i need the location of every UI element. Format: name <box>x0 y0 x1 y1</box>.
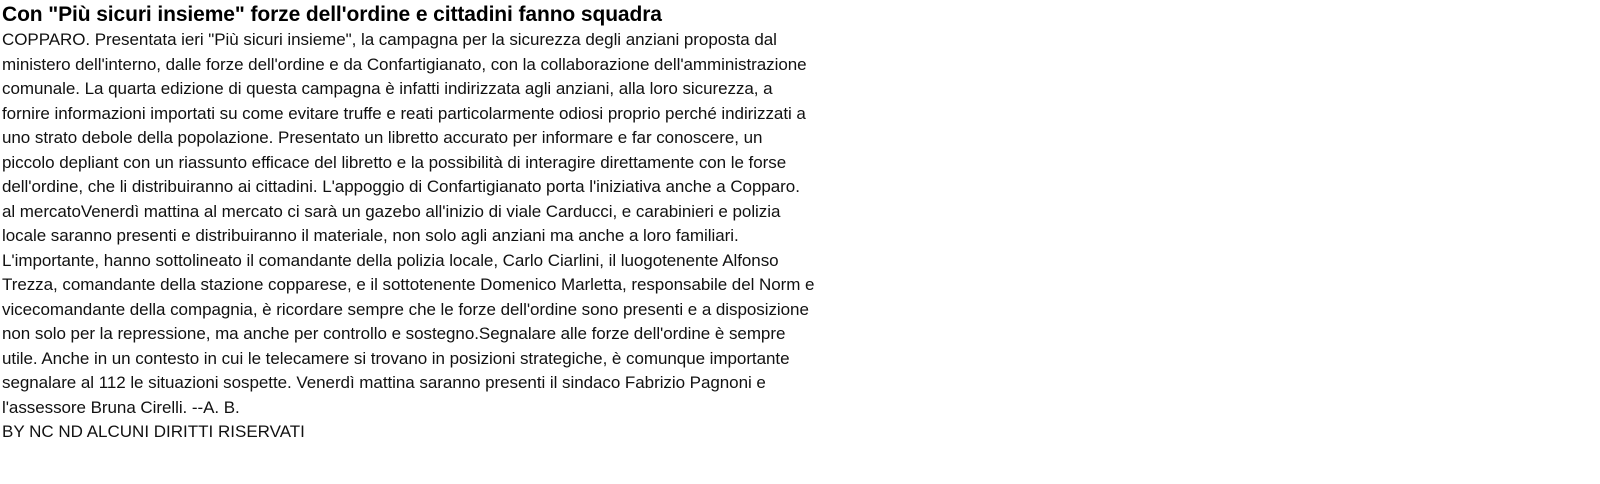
article-title: Con "Più sicuri insieme" forze dell'ordine e cittadini fanno squadra <box>2 3 662 26</box>
article-body: COPPARO. Presentata ieri "Più sicuri insieme", la campagna per la sicurezza degli anziani proposta dal ministero dell'interno, dalle forze dell'ordine e da Confartigianato, con la collaborazione dell'amministrazione comunale. La quarta edizione di questa campagna è infatti indirizzata agli anziani, alla loro sicurezza, a fornire informazioni importati su come evitare truffe e reati particolarmente odiosi proprio perché indirizzati a uno strato debole della popolazione. Presentato un libretto accurato per informare e far conoscere, un piccolo depliant con un riassunto efficace del libretto e la possibilità di interagire direttamente con le forse dell'ordine, che li distribuiranno ai cittadini. L'appoggio di Confartigianato porta l'iniziativa anche a Copparo. al mercatoVenerdì mattina al mercato ci sarà un gazebo all'inizio di viale Carducci, e carabinieri e polizia locale saranno presenti e distribuiranno il materiale, non solo agli anziani ma anche a loro familiari. L'importante, hanno sottolineato il comandante della polizia locale, Carlo Ciarlini, il luogotenente Alfonso Trezza, comandante della stazione copparese, e il sottotenente Domenico Marletta, responsabile del Norm e vicecomandante della compagnia, è ricordare sempre che le forze dell'ordine sono presenti e a disposizione non solo per la repressione, ma anche per controllo e sostegno.Segnalare alle forze dell'ordine è sempre utile. Anche in un contesto in cui le telecamere si trovano in posizioni strategiche, è comunque importante segnalare al 112 le situazioni sospette. Venerdì mattina saranno presenti il sindaco Fabrizio Pagnoni e l'assessore Bruna Cirelli. --A. B. <box>2 30 815 417</box>
license-notice: BY NC ND ALCUNI DIRITTI RISERVATI <box>2 422 305 441</box>
article <box>2 2 817 445</box>
